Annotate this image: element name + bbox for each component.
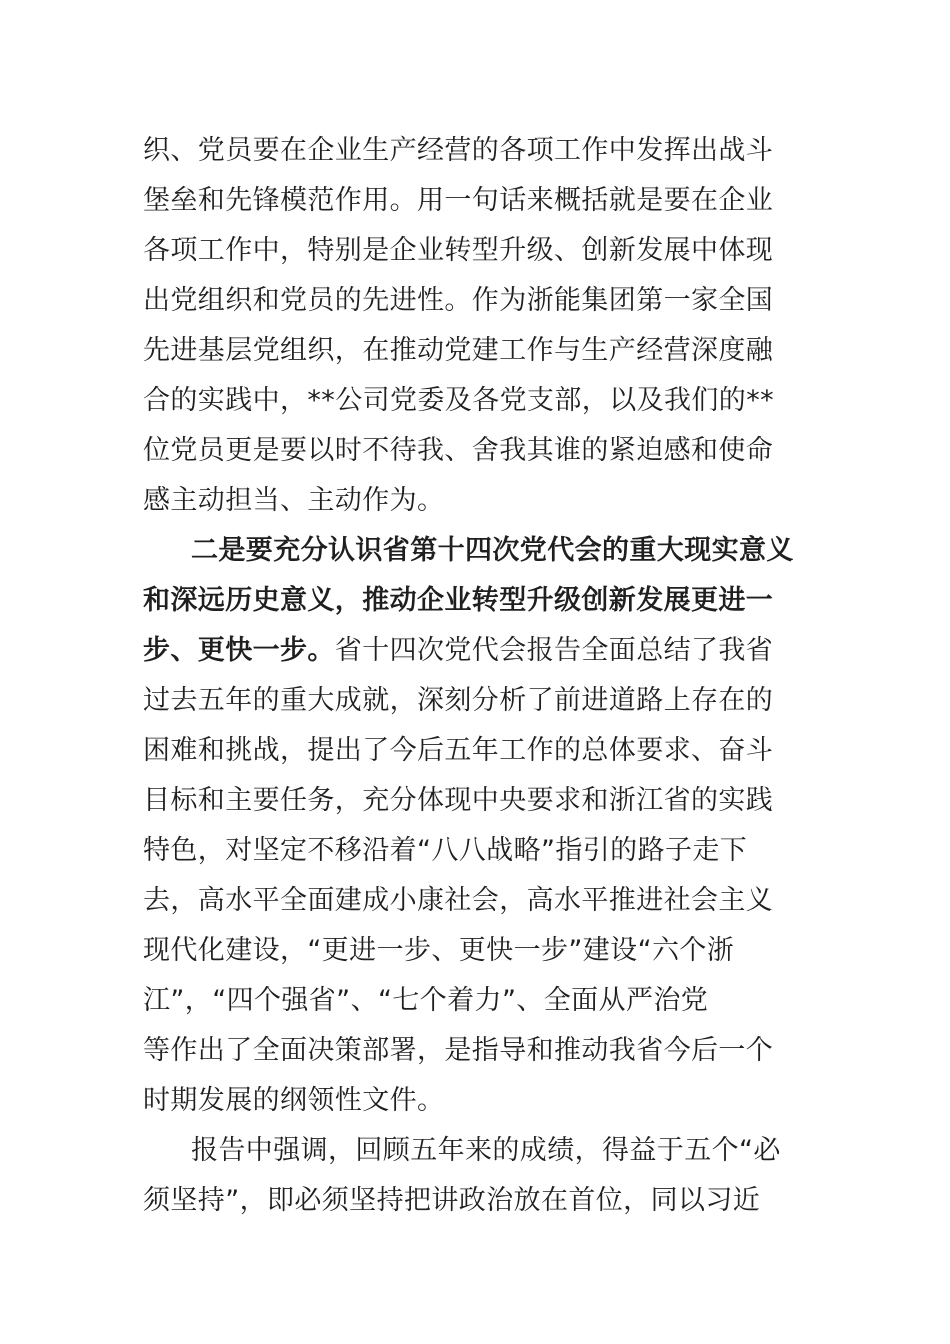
body-text: 目标和主要任务，充分体现中央要求和浙江省的实践: [143, 785, 774, 816]
body-text: 须坚持”，即必须坚持把讲政治放在首位，同以习近: [143, 1185, 761, 1216]
bold-heading-text: 二是要充分认识省第十四次党代会的重大现实意义: [191, 535, 794, 566]
text-line: [143, 476, 813, 526]
text-line: [143, 176, 813, 226]
text-line: [143, 576, 813, 626]
text-line: [143, 676, 813, 726]
text-line: [143, 1176, 813, 1226]
text-line: [143, 626, 813, 676]
text-line: [143, 976, 813, 1026]
text-line: [143, 876, 813, 926]
body-text: 特色，对坚定不移沿着“八八战略”指引的路子走下: [143, 835, 748, 866]
document-body: [143, 126, 813, 1226]
body-text: 现代化建设，“更进一步、更快一步”建设“六个浙: [143, 935, 735, 966]
body-text: 省十四次党代会报告全面总结了我省: [334, 635, 774, 666]
text-line: [143, 776, 813, 826]
text-line: [143, 426, 813, 476]
text-line: [143, 376, 813, 426]
text-line: [143, 1126, 813, 1176]
text-line: [143, 326, 813, 376]
body-text: 堡垒和先锋模范作用。用一句话来概括就是要在企业: [143, 185, 774, 216]
body-text: 各项工作中，特别是企业转型升级、创新发展中体现: [143, 235, 774, 266]
body-text: 织、党员要在企业生产经营的各项工作中发挥出战斗: [143, 135, 774, 166]
body-text: 困难和挑战，提出了今后五年工作的总体要求、奋斗: [143, 735, 774, 766]
bold-heading-text: 步、更快一步。: [143, 635, 335, 666]
text-line: [143, 826, 813, 876]
body-text: 合的实践中，**公司党委及各党支部，以及我们的**: [143, 385, 774, 416]
body-text: 等作出了全面决策部署，是指导和推动我省今后一个: [143, 1035, 774, 1066]
text-line: [143, 726, 813, 776]
text-line: [143, 926, 813, 976]
body-text: 报告中强调，回顾五年来的成绩，得益于五个“必: [191, 1135, 781, 1166]
text-line: [143, 126, 813, 176]
text-line: [143, 1076, 813, 1126]
body-text: 感主动担当、主动作为。: [143, 485, 445, 516]
text-line: [143, 526, 813, 576]
body-text: 出党组织和党员的先进性。作为浙能集团第一家全国: [143, 285, 774, 316]
body-text: 位党员更是要以时不待我、舍我其谁的紧迫感和使命: [143, 435, 774, 466]
body-text: 先进基层党组织，在推动党建工作与生产经营深度融: [143, 335, 774, 366]
body-text: 过去五年的重大成就，深刻分析了前进道路上存在的: [143, 685, 774, 716]
text-line: [143, 226, 813, 276]
text-line: [143, 276, 813, 326]
body-text: 去，高水平全面建成小康社会，高水平推进社会主义: [143, 885, 774, 916]
bold-heading-text: 和深远历史意义，推动企业转型升级创新发展更进一: [143, 585, 774, 616]
body-text: 江”，“四个强省”、“七个着力”、全面从严治党: [143, 985, 709, 1016]
text-line: [143, 1026, 813, 1076]
body-text: 时期发展的纲领性文件。: [143, 1085, 445, 1116]
